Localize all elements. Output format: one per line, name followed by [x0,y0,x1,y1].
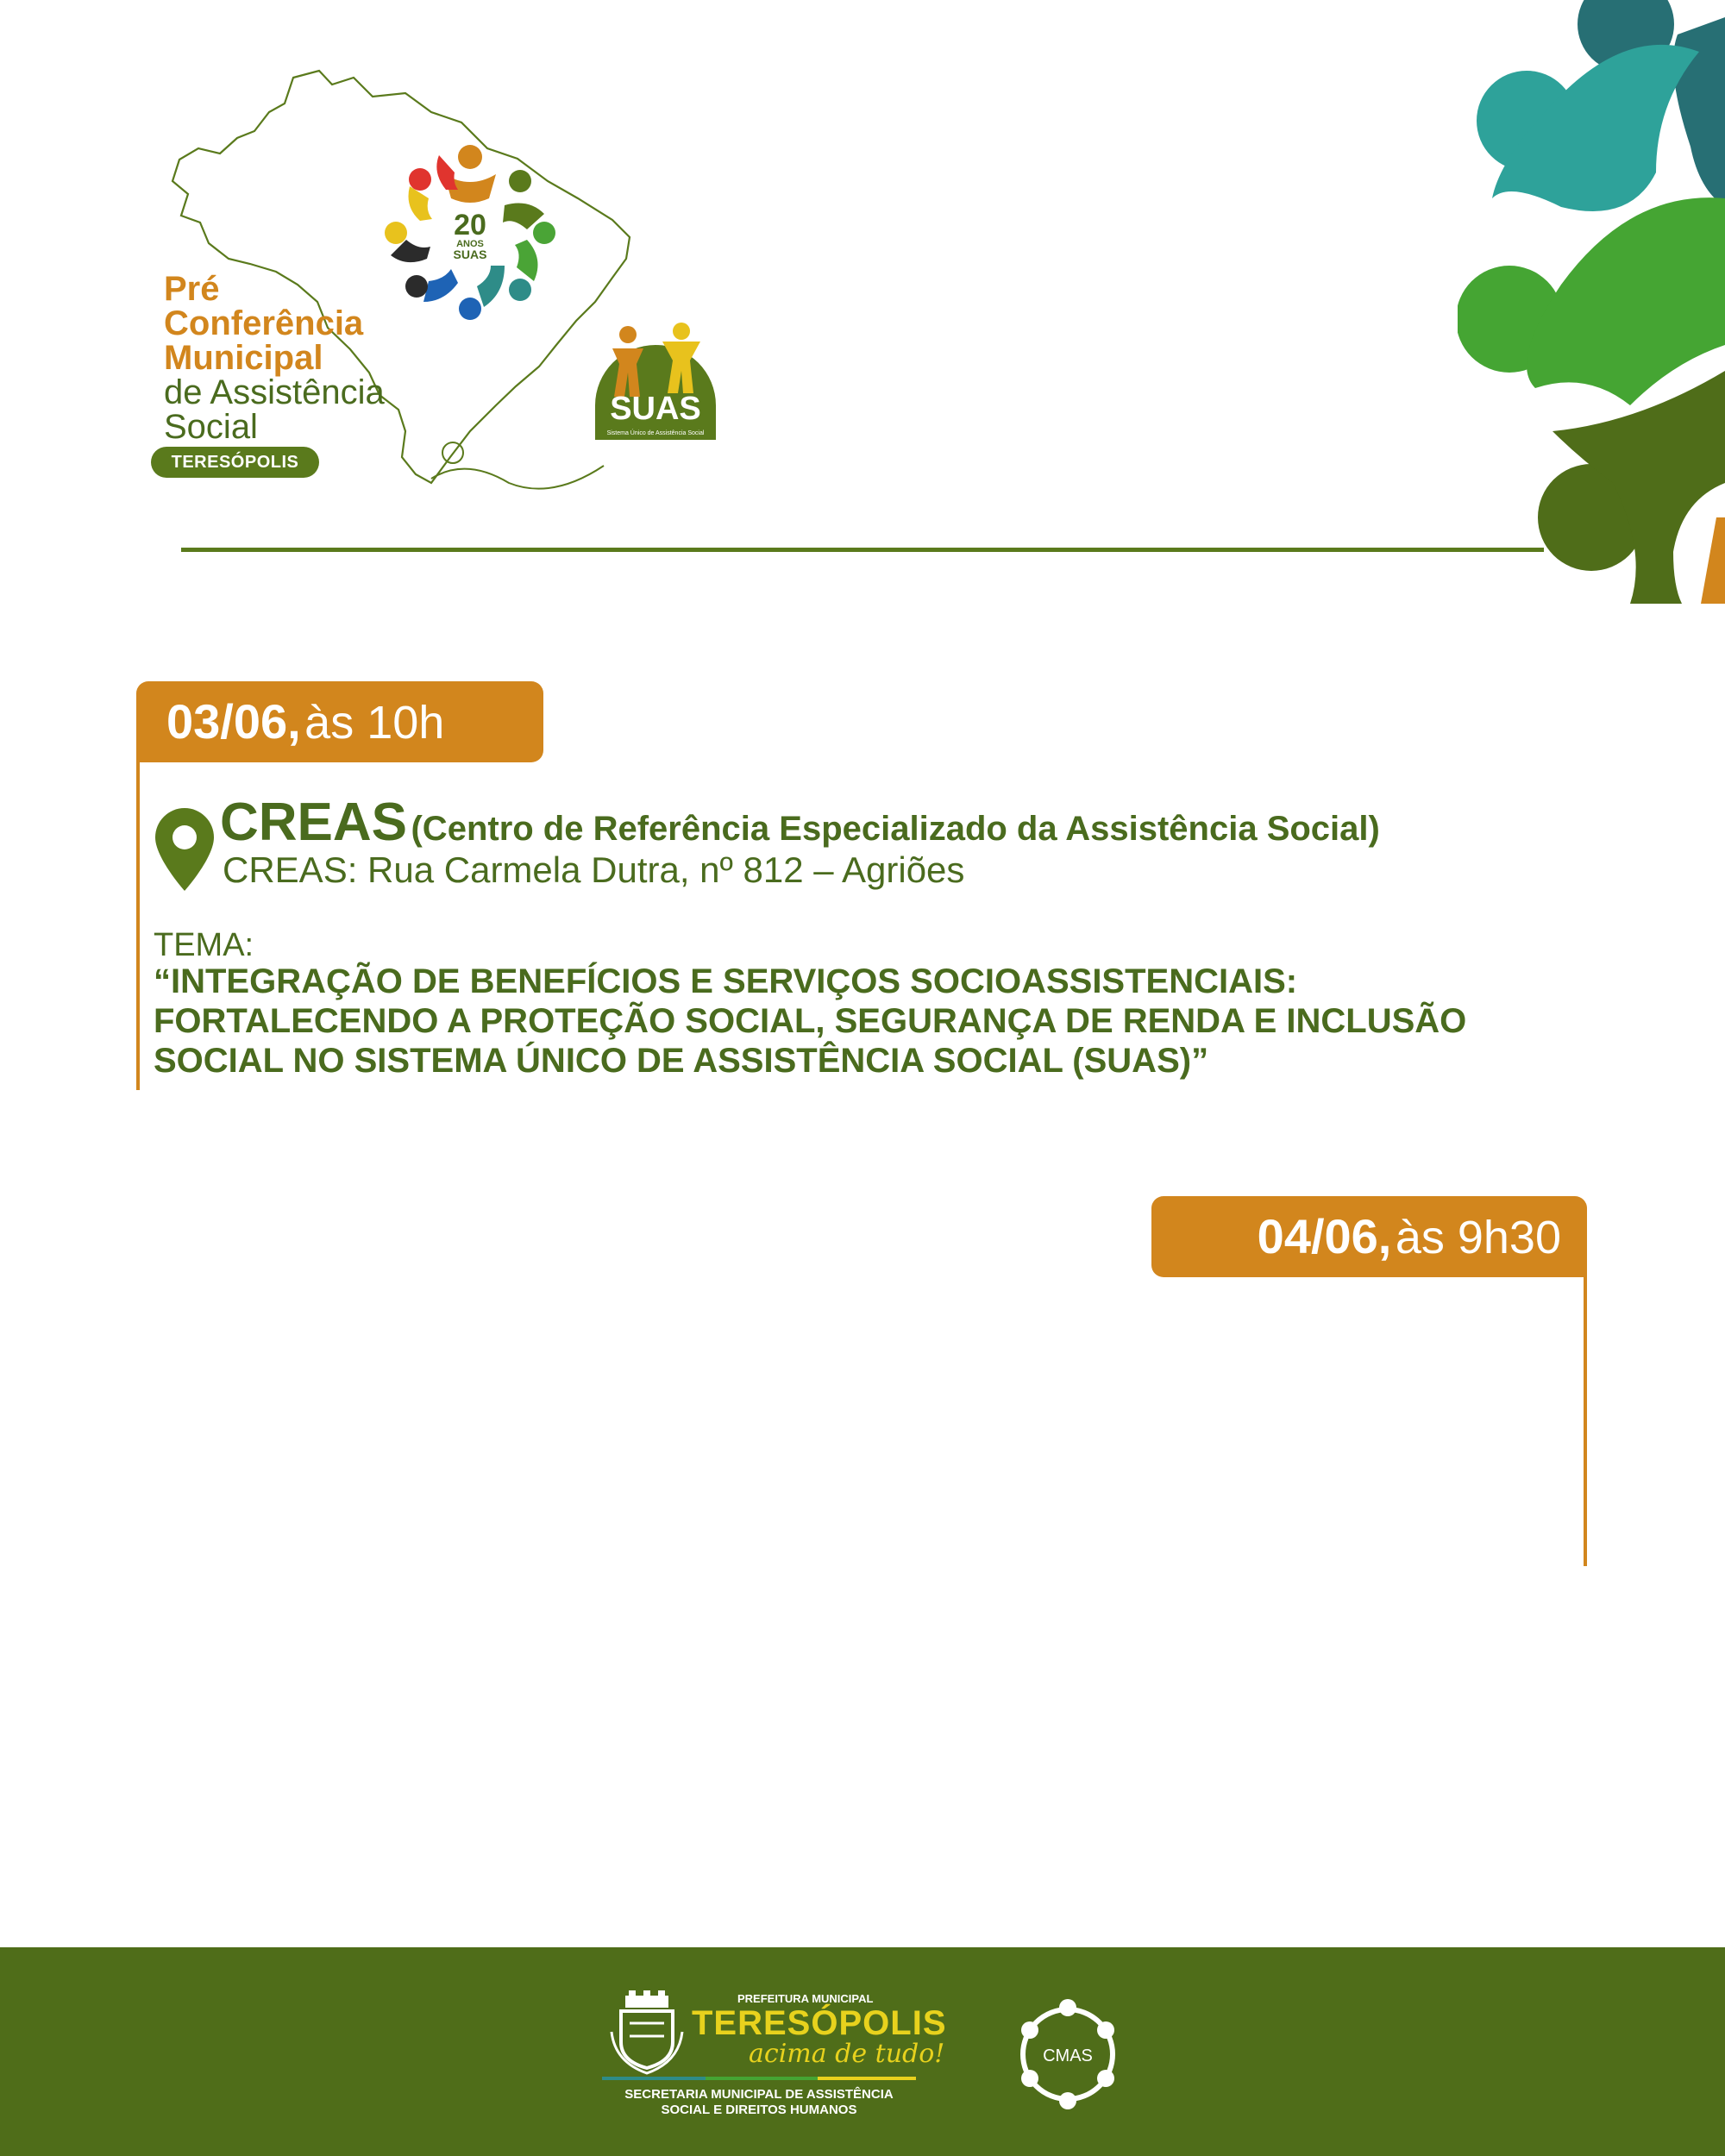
event1-tema-line3: SOCIAL NO SISTEMA ÚNICO DE ASSISTÊNCIA SOCIAL (SUAS)” [154,1042,1209,1080]
event2-date: 04/06, [1257,1209,1392,1263]
suas-logo-text: SUAS [610,391,701,427]
event1-venue: CREAS [220,793,408,852]
teresopolis-coat-of-arms-icon [608,1989,686,2075]
footer-secretaria-line2: SOCIAL E DIREITOS HUMANOS [661,2103,857,2117]
event1-tema-line2: FORTALECENDO A PROTEÇÃO SOCIAL, SEGURANÇA DE RENDA E INCLUSÃO [154,1002,1467,1040]
decorative-people-figures-icon [1458,0,1725,604]
event1-tema-line1: “INTEGRAÇÃO DE BENEFÍCIOS E SERVIÇOS SOCIOASSISTENCIAIS: [154,962,1298,1000]
cmas-logo-icon [1009,1996,1126,2113]
conference-logo [147,52,750,500]
suas-logo-icon [586,310,724,440]
footer-city: TERESÓPOLIS [692,2004,947,2042]
event1-venue-full: (Centro de Referência Especializado da Assistência Social) [411,810,1380,848]
event1-venue-line [220,792,1380,853]
footer-secretaria-line1: SECRETARIA MUNICIPAL DE ASSISTÊNCIA [624,2087,894,2102]
20-anos-suas-badge-icon [375,138,565,328]
suas-logo-subtext: Sistema Único de Assistência Social [606,430,705,436]
cmas-label: CMAS [1043,2046,1093,2065]
footer-prefeitura-label: PREFEITURA MUNICIPAL [737,1992,874,2005]
header-divider [181,548,1544,552]
footer-rule-yellow [818,2077,916,2080]
event1-date: 03/06, [166,694,301,749]
footer-rule-green [706,2077,818,2080]
logo-title-line2: Conferência [164,304,364,342]
event2-vertical-line [1584,1275,1587,1566]
footer-rule-teal [602,2077,706,2080]
event1-time: às 10h [304,697,445,749]
location-pin-icon [154,806,216,893]
badge-number: 20 [454,209,486,241]
event1-date-tab [136,681,543,762]
badge-line1: ANOS [456,239,484,249]
event1-vertical-line [136,759,140,1090]
event2-date-tab [1151,1196,1587,1277]
event1-address: CREAS: Rua Carmela Dutra, nº 812 – Agriões [223,849,965,890]
footer-slogan: acima de tudo! [749,2039,945,2069]
logo-title-line1: Pré [164,270,220,308]
logo-title-line5: Social [164,408,258,446]
event1-tema-label: TEMA: [154,927,254,963]
city-pill: TERESÓPOLIS [151,447,319,478]
logo-title-line4: de Assistência [164,373,385,411]
event1-tema-text [154,962,1466,1081]
badge-line2: SUAS [453,248,487,261]
logo-title-line3: Municipal [164,339,323,377]
event2-time: às 9h30 [1395,1212,1561,1263]
footer-bar [0,1947,1725,2156]
